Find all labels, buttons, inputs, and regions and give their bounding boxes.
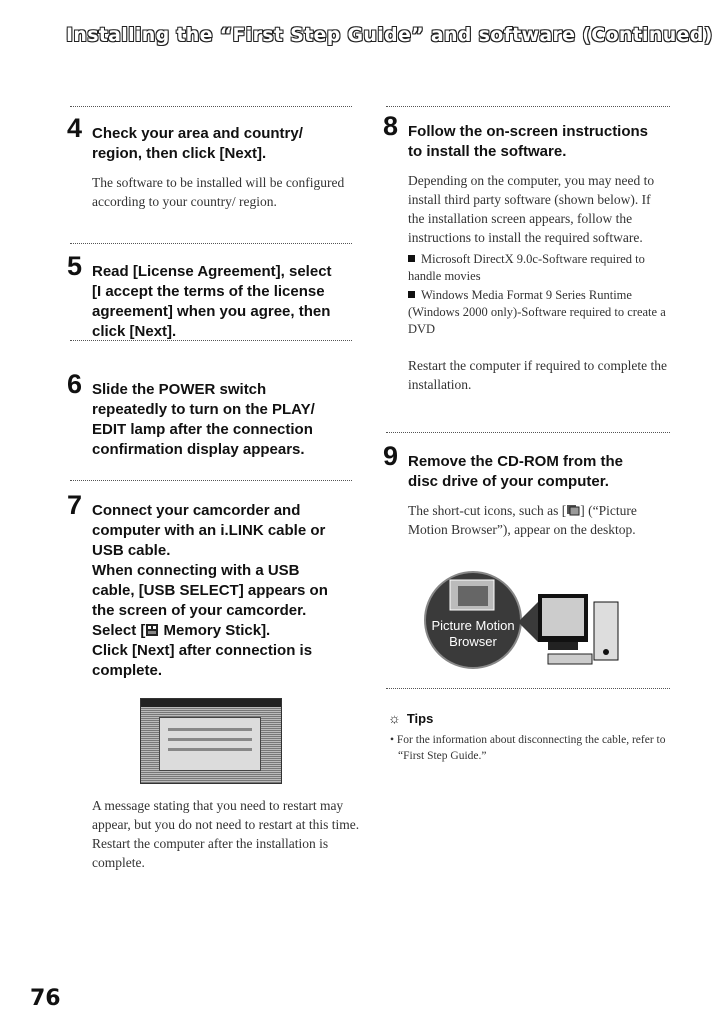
- bullet-item: [408, 287, 670, 338]
- step-title: [92, 262, 352, 342]
- step-number: 9: [383, 441, 399, 471]
- tips-section: [388, 710, 678, 764]
- bullet-square-icon: [408, 255, 415, 262]
- installation-screenshot: [140, 698, 282, 784]
- step-title-line: disc drive of your computer.: [408, 473, 609, 490]
- step-6: [67, 369, 352, 460]
- step-number: 8: [383, 111, 399, 141]
- step-title-line: agreement] when you agree, then: [92, 303, 331, 320]
- desktop-shortcut-illustration: [418, 562, 628, 672]
- step-title-line: Read [License Agreement], select: [92, 263, 332, 280]
- step-title: [92, 501, 352, 681]
- step-title-line: Check your area and country/: [92, 125, 303, 142]
- step-body: The software to be installed will be configured according to your country/ region.: [92, 175, 345, 209]
- step-title-line: click [Next].: [92, 323, 177, 340]
- restart-note: A message stating that you need to restart may appear, but you do not need to restart at this time. Restart the computer after the installation is complete.: [92, 798, 360, 870]
- step-title: [408, 452, 670, 492]
- illustration-label-2: Browser: [449, 634, 497, 649]
- step-title-line: complete.: [92, 662, 163, 679]
- body-text-start: The short-cut icons, such as [: [408, 503, 567, 518]
- memory-stick-icon: [145, 623, 159, 637]
- step-title: [92, 380, 352, 460]
- step-title: [408, 122, 670, 162]
- restart-text: Restart the computer if required to complete the installation.: [408, 358, 668, 392]
- step-body: [408, 501, 670, 539]
- step-number: 4: [67, 113, 83, 143]
- divider: [70, 106, 352, 107]
- step-title-line: Connect your camcorder and: [92, 502, 301, 519]
- step-body: Depending on the computer, you may need to install third party software (shown below). If the installation screen appears, follow the instructions to install the required software.: [408, 173, 655, 245]
- step-number: 5: [67, 251, 83, 281]
- step-title-line: When connecting with a USB: [92, 562, 300, 579]
- tips-text: • For the information about disconnecting the cable, refer to “First Step Guide.”: [390, 734, 666, 762]
- page-number: 76: [30, 986, 61, 1011]
- step-title-line: to install the software.: [408, 143, 567, 160]
- divider: [70, 480, 352, 481]
- step-title-line: USB cable.: [92, 542, 171, 559]
- step-7: [67, 490, 352, 681]
- step-title-line: Follow the on-screen instructions: [408, 123, 649, 140]
- illustration-label-1: Picture Motion: [431, 618, 515, 633]
- step-title-line: region, then click [Next].: [92, 145, 267, 162]
- step-title-line: cable, [USB SELECT] appears on: [92, 582, 328, 599]
- dialog-panel: [159, 717, 261, 771]
- step-title-line: Click [Next] after connection is: [92, 642, 313, 659]
- step-9: [383, 441, 670, 539]
- divider: [386, 688, 670, 689]
- step-title: [92, 124, 352, 164]
- step-4: [67, 113, 352, 211]
- step-title-line: confirmation display appears.: [92, 441, 305, 458]
- step-title-line: Remove the CD-ROM from the: [408, 453, 624, 470]
- tips-title-text: Tips: [406, 711, 434, 726]
- bullet-square-icon: [408, 291, 415, 298]
- picture-motion-browser-icon: [566, 503, 580, 517]
- body-text-end: ] (“Picture Motion Browser”), appear on the desktop.: [408, 503, 637, 537]
- divider: [70, 243, 352, 244]
- select-label-start: Select [: [92, 622, 146, 639]
- page-header: Installing the “First Step Guide” and software (Continued): [66, 24, 713, 46]
- step-8: [383, 111, 670, 394]
- tips-title: [388, 710, 678, 726]
- step-title-line: computer with an i.LINK cable or: [92, 522, 326, 539]
- step-title-line: [I accept the terms of the license: [92, 283, 325, 300]
- step-title-line: EDIT lamp after the connection: [92, 421, 313, 438]
- step-number: 7: [67, 490, 83, 520]
- bullet-text: Windows Media Format 9 Series Runtime (Windows 2000 only)-Software required to create a DVD: [408, 288, 666, 336]
- divider: [386, 432, 670, 433]
- divider: [386, 106, 670, 107]
- step-title-line: the screen of your camcorder.: [92, 602, 307, 619]
- window-titlebar: [141, 699, 281, 707]
- select-label-end: Memory Stick].: [159, 622, 271, 639]
- lightbulb-icon: ☼: [388, 710, 401, 726]
- step-title-line: repeatedly to turn on the PLAY/: [92, 401, 315, 418]
- step-number: 6: [67, 369, 83, 399]
- step-title-line: Slide the POWER switch: [92, 381, 267, 398]
- step-title-line: [92, 621, 352, 641]
- bullet-item: [408, 251, 670, 285]
- bullet-text: Microsoft DirectX 9.0c-Software required to handle movies: [408, 252, 645, 283]
- step-5: [67, 251, 352, 342]
